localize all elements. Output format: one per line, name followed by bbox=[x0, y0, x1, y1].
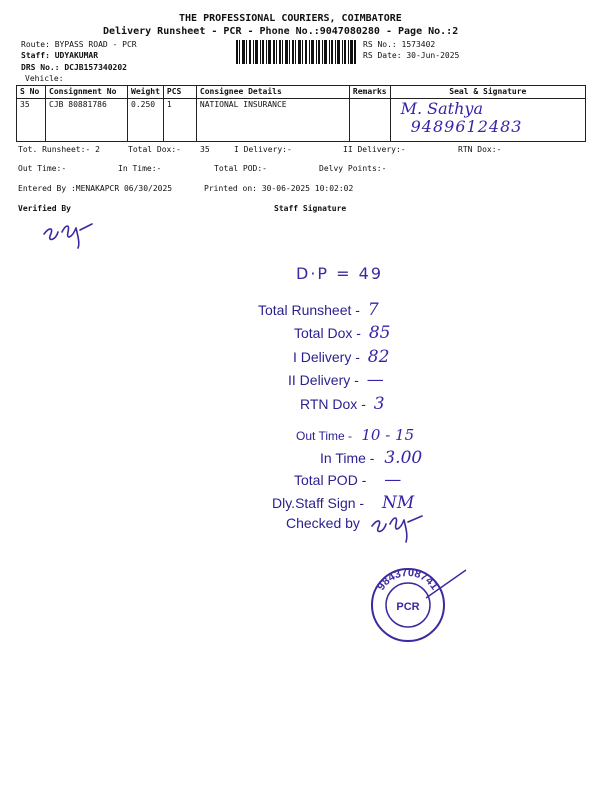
stamp-label: Total POD - bbox=[294, 472, 367, 488]
stamp-label: Out Time - bbox=[296, 429, 353, 443]
stamp-label: RTN Dox - bbox=[300, 396, 366, 412]
staff-signature-label: Staff Signature bbox=[274, 204, 347, 213]
cell-weight: 0.250 bbox=[128, 99, 164, 142]
stamp-value: 7 bbox=[367, 300, 379, 320]
cell-consignment: CJB 80881786 bbox=[46, 99, 128, 142]
stamp-line-out-time bbox=[296, 426, 414, 444]
signature-phone: 9489612483 bbox=[410, 117, 523, 136]
stamp-label: Checked by bbox=[286, 515, 360, 531]
col-seal-signature: Seal & Signature bbox=[390, 86, 585, 99]
cell-pcs: 1 bbox=[163, 99, 196, 142]
stamp-value: NM bbox=[381, 493, 415, 513]
stamp-line-total-runsheet bbox=[258, 300, 379, 320]
stamp-label: I Delivery - bbox=[293, 349, 360, 365]
barcode-graphic bbox=[236, 40, 356, 64]
ii-delivery: II Delivery:- bbox=[343, 145, 406, 154]
checked-by-signature bbox=[368, 512, 428, 544]
cell-remarks bbox=[349, 99, 390, 142]
rtn-dox: RTN Dox:- bbox=[458, 145, 502, 154]
stamp-label: In Time - bbox=[320, 450, 375, 466]
stamp-line-total-pod bbox=[294, 470, 401, 490]
stamp-line-ii-delivery bbox=[288, 370, 384, 390]
total-dox-label: Total Dox:- bbox=[128, 145, 181, 154]
verified-by: Verified By bbox=[18, 204, 71, 213]
stamp-line-dly-staff-sign bbox=[272, 493, 414, 513]
rs-date: RS Date: 30-Jun-2025 bbox=[363, 51, 460, 60]
stamp-line-rtn-dox bbox=[300, 394, 385, 414]
printed-on: Printed on: 30-06-2025 10:02:02 bbox=[204, 184, 354, 193]
stamp-value: — bbox=[366, 370, 384, 390]
stamp-label: II Delivery - bbox=[288, 372, 359, 388]
stamp-line-in-time bbox=[320, 448, 422, 468]
stamp-value: 82 bbox=[367, 347, 390, 367]
stamp-label: Total Runsheet - bbox=[258, 302, 360, 318]
cell-consignee: NATIONAL INSURANCE bbox=[196, 99, 349, 142]
stamp-value: 85 bbox=[368, 323, 391, 343]
round-seal bbox=[368, 560, 468, 650]
col-weight: Weight bbox=[128, 86, 164, 99]
runsheet-title: Delivery Runsheet - PCR - Phone No.:9047080280 - Page No.:2 bbox=[103, 26, 459, 37]
runsheet-table bbox=[16, 85, 586, 142]
stamp-value: 3 bbox=[373, 394, 385, 414]
stamp-label: Total Dox - bbox=[294, 325, 361, 341]
staff: Staff: UDYAKUMAR bbox=[21, 51, 99, 60]
col-pcs: PCS bbox=[163, 86, 196, 99]
col-remarks: Remarks bbox=[349, 86, 390, 99]
total-pod: Total POD:- bbox=[214, 164, 267, 173]
col-consignment: Consignment No bbox=[46, 86, 128, 99]
entered-by: Entered By :MENAKAPCR 06/30/2025 bbox=[18, 184, 173, 193]
cell-signature bbox=[390, 99, 585, 142]
stamp-line-checked-by bbox=[286, 515, 360, 531]
stamp-line-total-dox bbox=[294, 323, 390, 343]
table-row bbox=[17, 99, 586, 142]
drs-number: DRS No.: DCJB157340202 bbox=[21, 63, 127, 72]
total-dox-value: 35 bbox=[200, 145, 210, 154]
tot-runsheet: Tot. Runsheet:- 2 bbox=[18, 145, 100, 154]
col-sno: S No bbox=[17, 86, 46, 99]
i-delivery: I Delivery:- bbox=[234, 145, 292, 154]
seal-ring-text: 9843708741 bbox=[375, 566, 441, 593]
company-name: THE PROFESSIONAL COURIERS, COIMBATORE bbox=[179, 13, 402, 24]
route: Route: BYPASS ROAD - PCR bbox=[21, 40, 137, 49]
dp-note: D·P = 49 bbox=[296, 264, 383, 283]
rs-number: RS No.: 1573402 bbox=[363, 40, 436, 49]
stamp-value: 3.00 bbox=[384, 448, 423, 468]
table-header-row bbox=[17, 86, 586, 99]
delvy-points: Delvy Points:- bbox=[319, 164, 387, 173]
seal-center-text: PCR bbox=[396, 601, 420, 613]
out-time: Out Time:- bbox=[18, 164, 67, 173]
in-time: In Time:- bbox=[118, 164, 162, 173]
stamp-line-i-delivery bbox=[293, 347, 389, 367]
stamp-value: 10 - 15 bbox=[361, 426, 415, 444]
barcode bbox=[236, 40, 356, 64]
verifier-signature bbox=[40, 220, 100, 250]
stamp-label: Dly.Staff Sign - bbox=[272, 495, 365, 511]
cell-sno: 35 bbox=[17, 99, 46, 142]
vehicle: Vehicle: bbox=[25, 74, 64, 83]
col-consignee: Consignee Details bbox=[196, 86, 349, 99]
signature-name: M. Sathya bbox=[400, 99, 483, 118]
stamp-value: — bbox=[384, 470, 402, 490]
